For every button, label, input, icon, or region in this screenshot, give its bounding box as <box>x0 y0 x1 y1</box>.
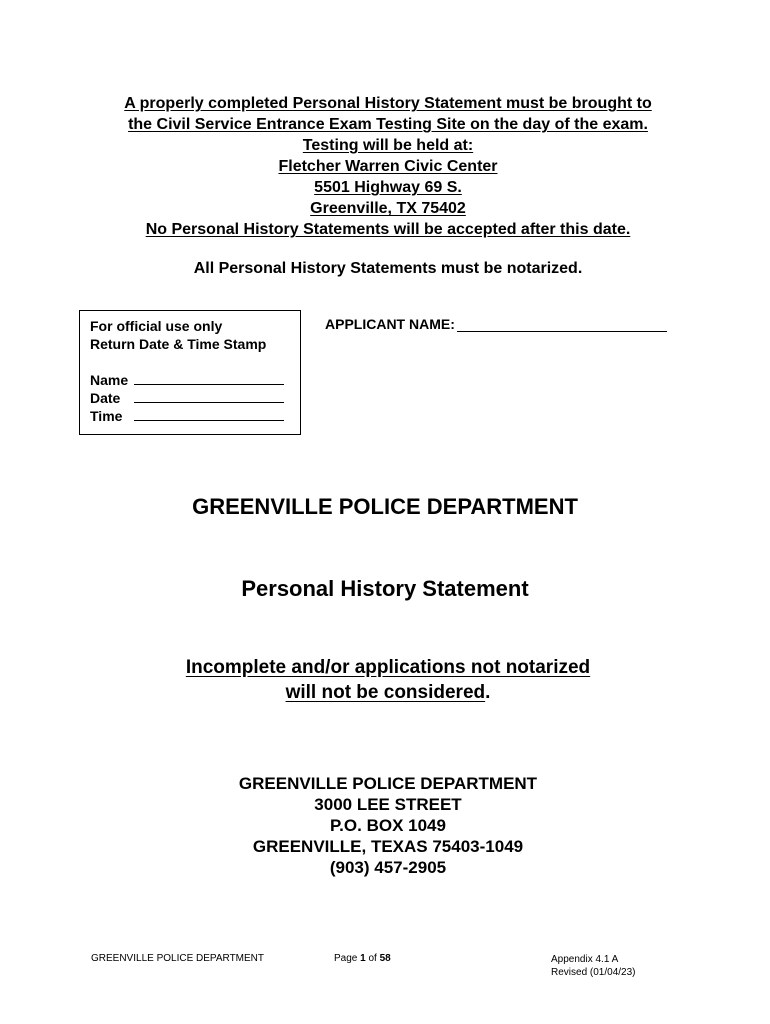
page-prefix: Page <box>334 953 358 964</box>
official-use-box <box>79 310 301 435</box>
official-date-row <box>90 389 290 407</box>
address-line: 3000 LEE STREET <box>314 795 462 814</box>
document-title: Personal History Statement <box>241 576 529 601</box>
footer-page-number <box>334 953 391 964</box>
applicant-name-field[interactable] <box>457 317 667 332</box>
address-line: (903) 457-2905 <box>329 858 447 877</box>
notice-line: Testing will be held at: <box>302 137 474 154</box>
page-of: of <box>368 953 377 964</box>
warning-line-2: will not be considered <box>285 682 486 703</box>
official-date-field[interactable] <box>134 389 284 403</box>
official-time-row <box>90 407 290 425</box>
official-name-field[interactable] <box>134 371 284 385</box>
warning-period: . <box>485 682 491 703</box>
exam-notice <box>60 93 716 240</box>
address-line: GREENVILLE, TEXAS 75403-1049 <box>252 837 524 856</box>
notice-line: Greenville, TX 75402 <box>310 200 466 217</box>
notice-line: Fletcher Warren Civic Center <box>278 158 498 175</box>
footer-department: GREENVILLE POLICE DEPARTMENT <box>91 953 265 964</box>
official-date-label: Date <box>90 390 121 406</box>
page-total: 58 <box>379 953 391 964</box>
notice-line: A properly completed Personal History Statement must be brought to <box>124 95 652 112</box>
official-name-row <box>90 371 290 389</box>
official-time-field[interactable] <box>134 407 284 421</box>
page-current: 1 <box>360 953 366 964</box>
department-title: GREENVILLE POLICE DEPARTMENT <box>192 494 578 519</box>
notice-line: the Civil Service Entrance Exam Testing Site on the day of the exam. <box>128 116 648 133</box>
notice-line: 5501 Highway 69 S. <box>314 179 462 196</box>
applicant-name-label: APPLICANT NAME: <box>325 316 455 332</box>
address-line: GREENVILLE POLICE DEPARTMENT <box>238 774 538 793</box>
return-stamp-label: Return Date & Time Stamp <box>90 336 267 352</box>
address-line: P.O. BOX 1049 <box>330 816 446 835</box>
notice-line: No Personal History Statements will be accepted after this date. <box>145 221 631 238</box>
official-name-label: Name <box>90 372 129 388</box>
notarized-notice: All Personal History Statements must be notarized. <box>193 260 583 277</box>
incomplete-warning <box>0 655 770 705</box>
applicant-name-row <box>325 316 667 332</box>
official-use-label: For official use only <box>90 318 223 334</box>
appendix-label: Appendix 4.1 A <box>551 954 619 965</box>
revised-date: Revised (01/04/23) <box>551 967 636 978</box>
footer-appendix <box>551 953 636 979</box>
warning-line-1: Incomplete and/or applications not notarized <box>185 657 591 678</box>
department-address <box>0 773 770 878</box>
official-time-label: Time <box>90 408 123 424</box>
